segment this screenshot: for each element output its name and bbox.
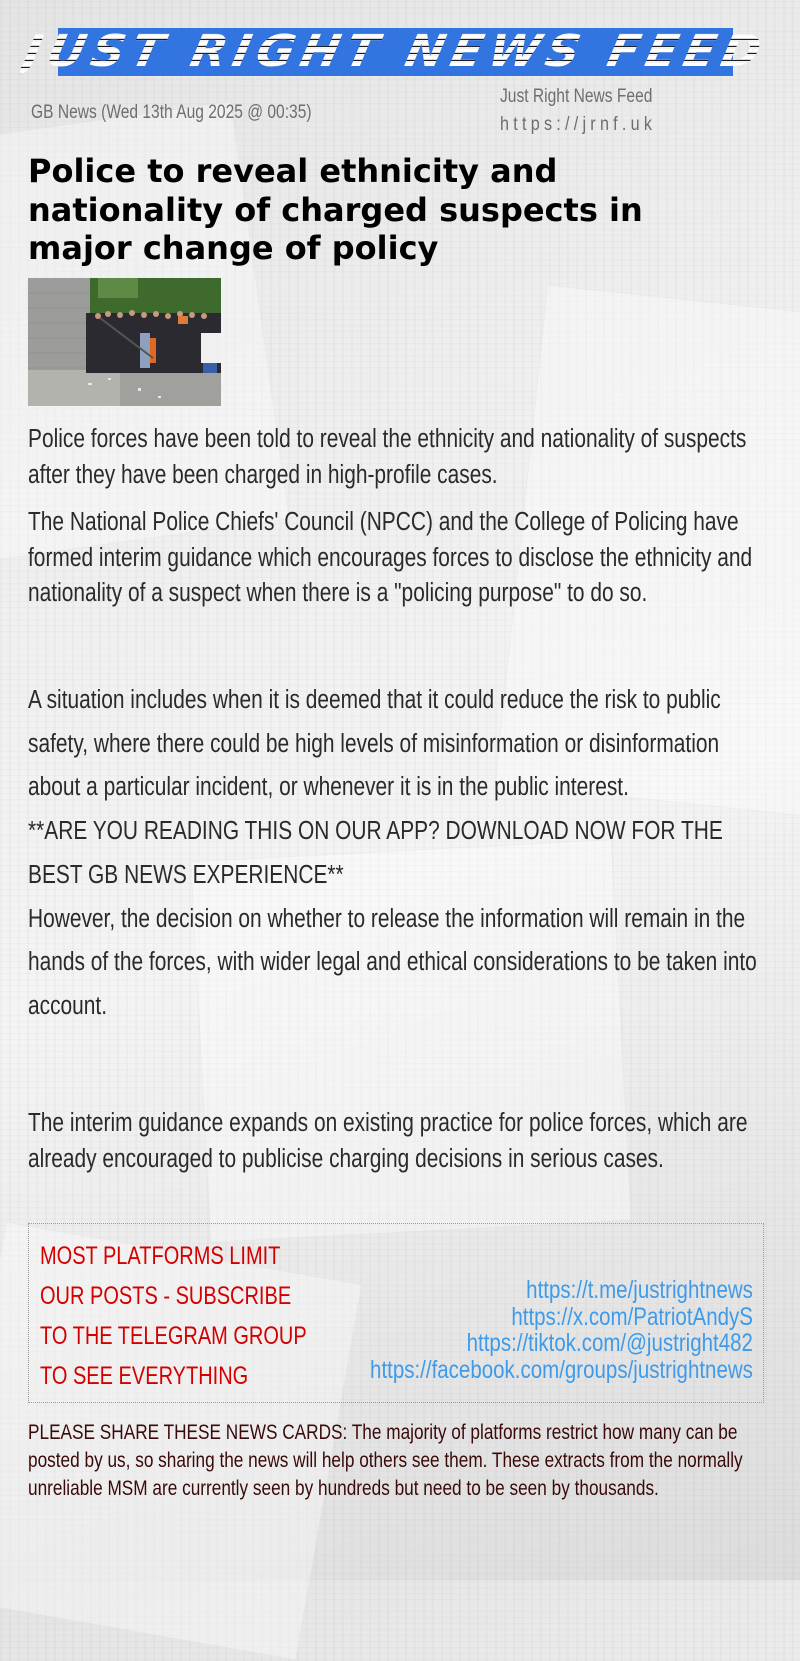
article-paragraph: The National Police Chiefs' Council (NPCC) and the College of Policing have formed interim guidance which encourages forces to disclose the ethnicity and nationality of a suspect when there is a "policing purpose" to do so. — [28, 508, 753, 607]
telegram-link[interactable]: https://t.me/justrightnews — [526, 1276, 753, 1304]
cta-line: OUR POSTS - SUBSCRIBE — [40, 1282, 292, 1310]
share-note: PLEASE SHARE THESE NEWS CARDS: The majority of platforms restrict how many can be posted by us, so sharing the news will help others see them. These extracts from the normally unreliable MSM are currently seen by hundreds but need to be seen by thousands. — [28, 1421, 743, 1500]
article-headline: Police to reveal ethnicity and nationality of charged suspects in major change of policy — [28, 152, 643, 267]
brand-name: Just Right News Feed — [500, 86, 653, 107]
facebook-link[interactable]: https://facebook.com/groups/justrightnews — [370, 1355, 753, 1384]
brand-url[interactable]: https://jrnf.uk — [500, 114, 657, 135]
tiktok-link[interactable]: https://tiktok.com/@justright482 — [466, 1329, 753, 1357]
social-links — [370, 1277, 753, 1383]
site-banner — [19, 26, 773, 77]
article-paragraph: However, the decision on whether to release the information will remain in the hands of the forces, with wider legal and ethical considerations to be taken into account. — [28, 904, 757, 1020]
article-body-main — [28, 679, 766, 1029]
x-link[interactable]: https://x.com/PatriotAndyS — [511, 1302, 753, 1331]
article-body-intro — [28, 422, 766, 612]
source-and-date: GB News (Wed 13th Aug 2025 @ 00:35) — [31, 102, 312, 123]
brand-block — [500, 86, 686, 136]
cta-line: TO THE TELEGRAM GROUP — [40, 1322, 307, 1350]
subscribe-cta — [40, 1236, 307, 1396]
banner-title: JUST RIGHT NEWS FEED — [19, 26, 773, 77]
cta-line: MOST PLATFORMS LIMIT — [40, 1242, 281, 1270]
subscribe-box — [28, 1223, 764, 1403]
article-paragraph: Police forces have been told to reveal the ethnicity and nationality of suspects after they have been charged in high-profile cases. — [28, 425, 747, 489]
article-image — [28, 278, 221, 406]
article-body-closing — [28, 1106, 766, 1177]
cta-line: TO SEE EVERYTHING — [40, 1362, 249, 1390]
article-paragraph: A situation includes when it is deemed that it could reduce the risk to public safety, where there could be high levels of misinformation or disinformation about a particular incident, or whenever it is in the public interest. — [28, 686, 721, 802]
article-paragraph: The interim guidance expands on existing practice for police forces, which are already encouraged to publicise charging decisions in serious cases. — [28, 1109, 748, 1173]
app-promo-paragraph: **ARE YOU READING THIS ON OUR APP? DOWNLOAD NOW FOR THE BEST GB NEWS EXPERIENCE** — [28, 817, 723, 889]
